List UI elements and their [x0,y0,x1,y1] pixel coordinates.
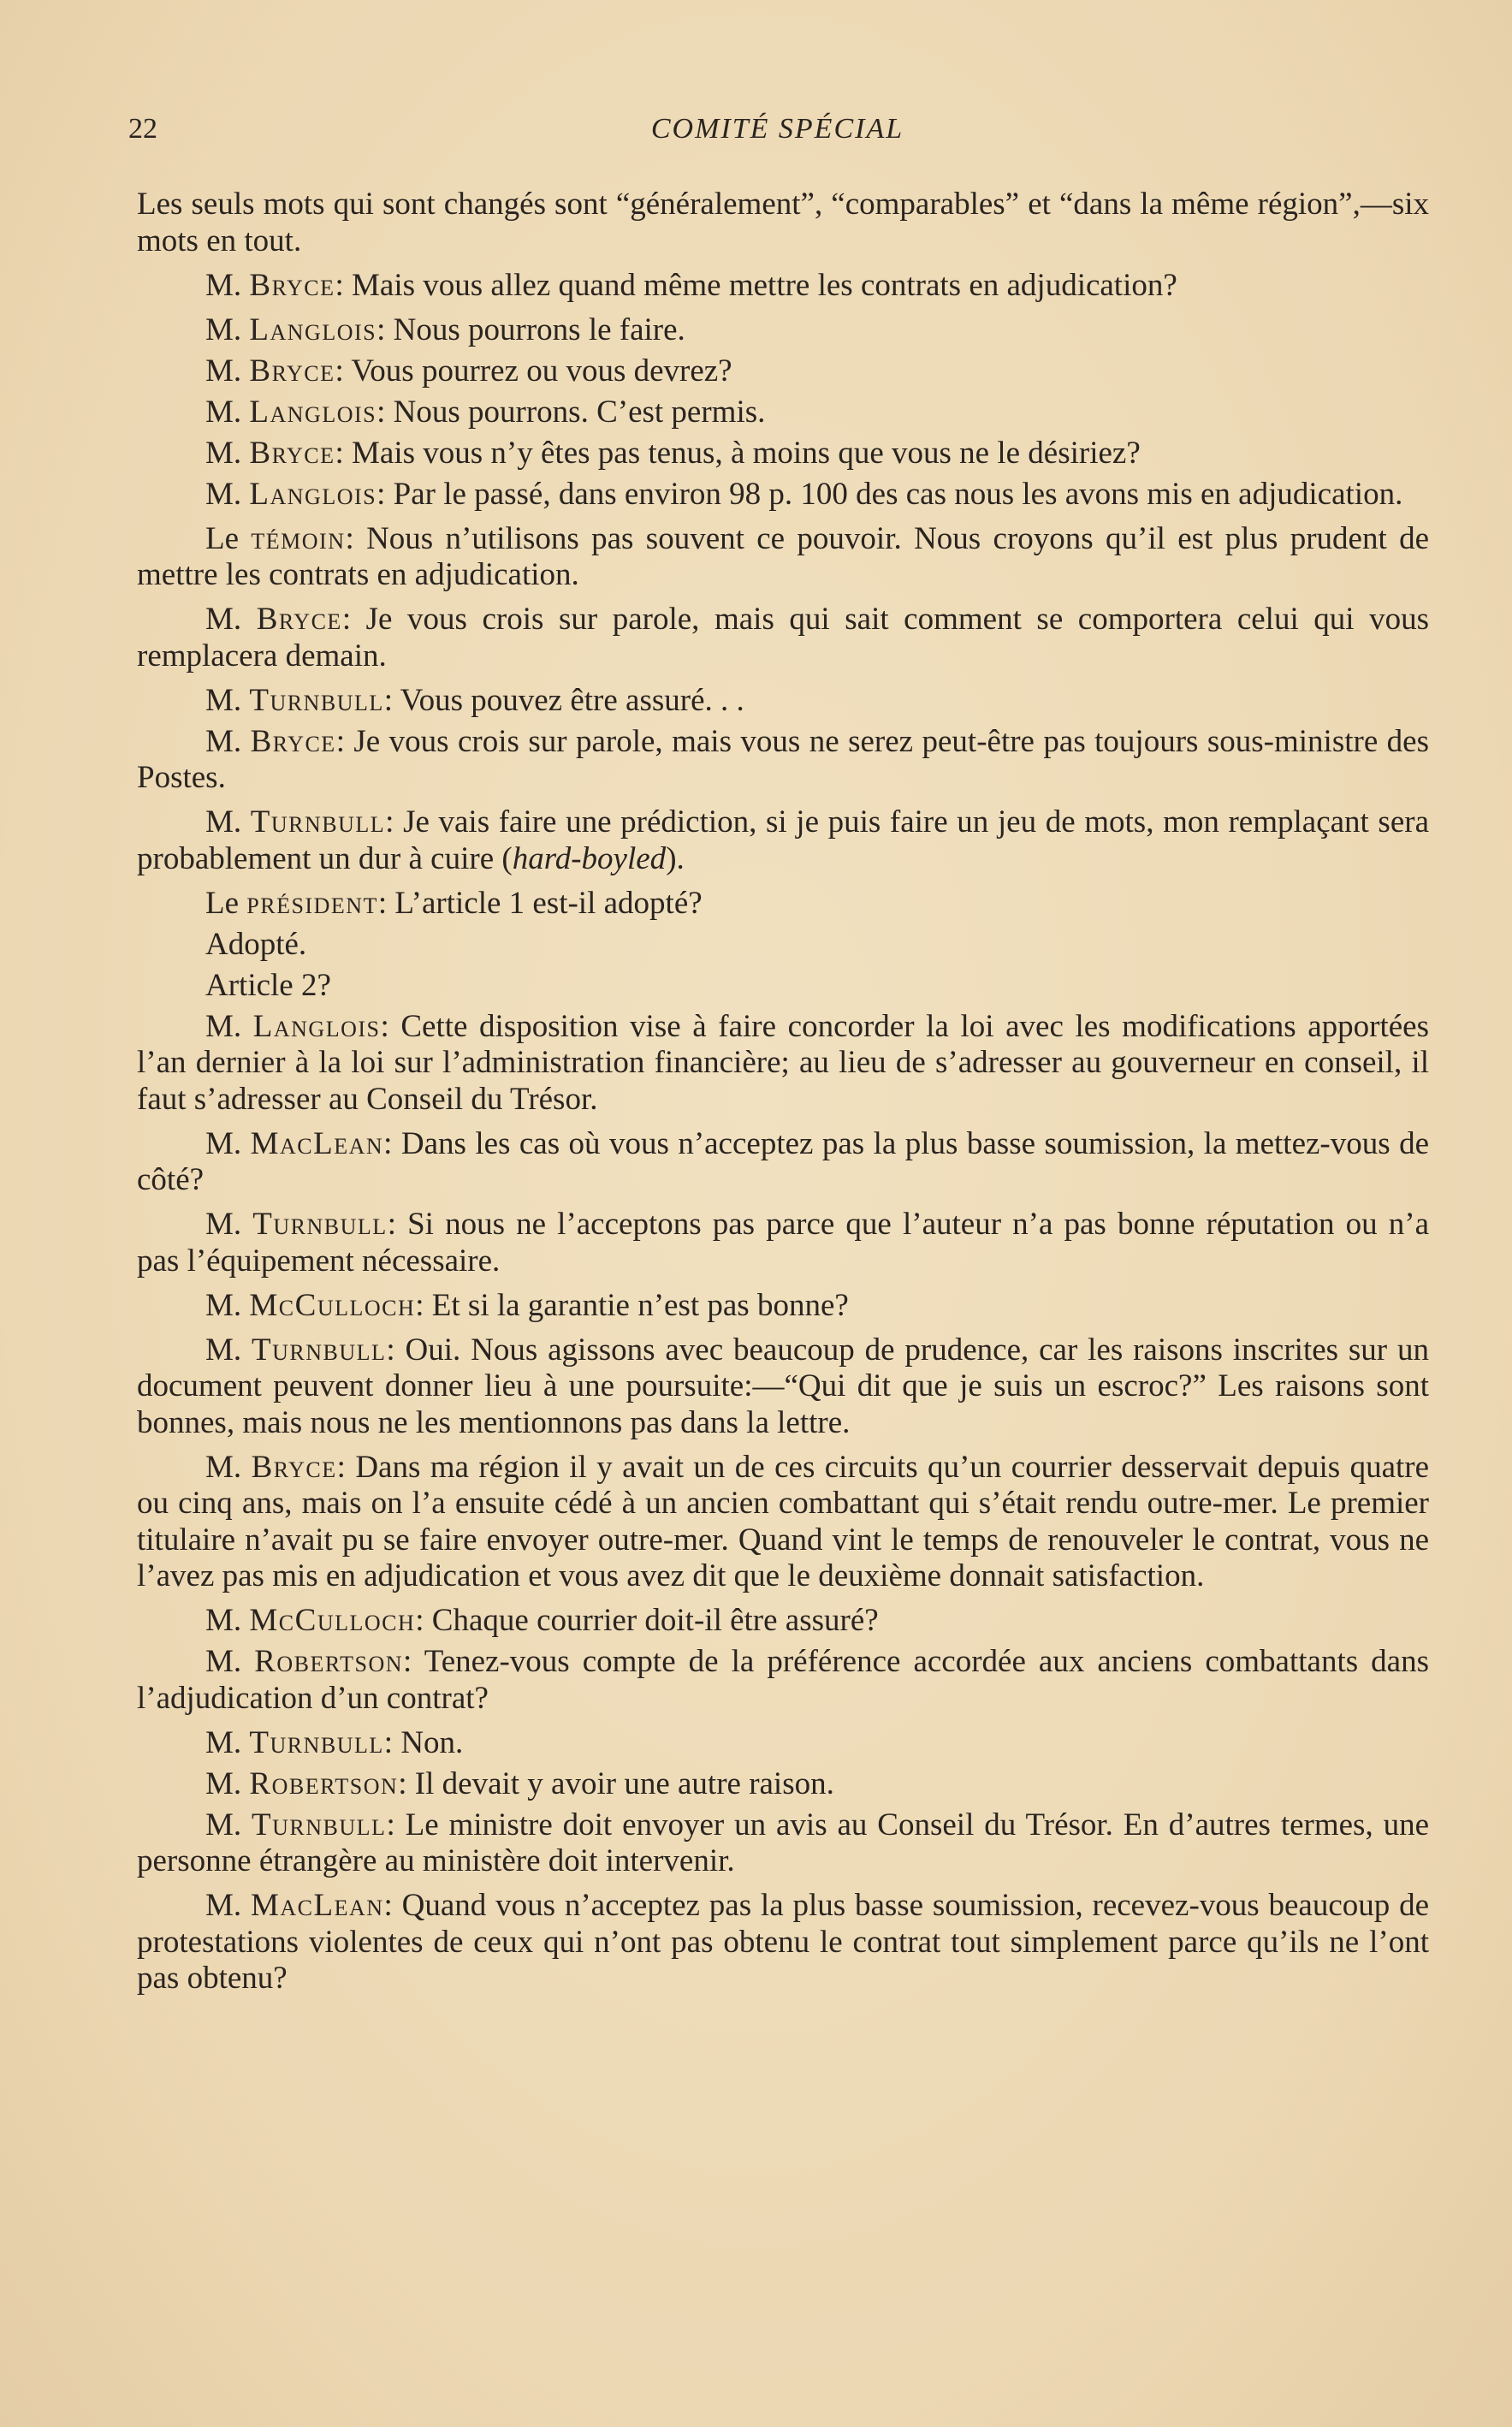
speaker-name: MacLean [250,1888,384,1923]
speaker-name: Langlois [249,476,377,512]
paragraph [137,683,1429,720]
speaker-name: Robertson [249,1765,399,1801]
paragraph-text: : Quand vous n’acceptez pas la plus basse soumission, recevez-vous beaucoup de protestations violentes de ceux qui n’ont pas obtenu le contrat tout simplement parce qu’ils ne l’ont pas obtenu? [137,1888,1430,1996]
paragraph [137,1450,1429,1595]
italic-term: hard-boyled [512,840,667,876]
paragraph-text: : Il devait y avoir une autre raison. [398,1765,834,1801]
paragraph [137,1126,1429,1199]
paragraph-text: : Cette disposition vise à faire concorder la loi avec les modifications apportées l’an dernier à la loi sur l’administration financière; au lieu de s’adresser au gouverneur en conseil, il faut s’adresser au Conseil du Trésor. [137,1008,1430,1117]
speaker-name: Bryce [249,353,335,389]
body-text [137,187,1429,2005]
speaker-name: MacLean [250,1125,384,1161]
paragraph-text: : Oui. Nous agissons avec beaucoup de prudence, car les raisons inscrites sur un document peuvent donner lieu à une poursuite:—“Qui dit que je suis un escroc?” Les raisons sont bonnes, mais nous ne les mentionnons pas dans la lettre. [137,1332,1429,1440]
speaker-title: M. [205,1644,242,1679]
paragraph-text: : Nous n’utilisons pas souvent ce pouvoir. Nous croyons qu’il est plus prudent de mettre les contrats en adjudication. [137,520,1429,592]
speaker-title: M. [205,723,242,759]
paragraph [137,602,1429,674]
speaker-name: Bryce [256,602,342,637]
paragraph [137,1766,1429,1803]
page-number: 22 [128,113,157,145]
paragraph [137,1207,1429,1279]
page-header [128,113,1426,156]
speaker-title: M. [205,1008,242,1044]
running-head: COMITÉ SPÉCIAL [650,113,904,145]
speaker-title: M. [205,312,242,347]
paragraph-text: : Chaque courrier doit-il être assuré? [415,1603,879,1638]
speaker-title: M. [205,1125,242,1161]
speaker-title: Le [205,885,240,921]
speaker-title: M. [205,476,242,512]
paragraph-text: : Mais vous allez quand même mettre les contrats en adjudication? [335,267,1177,303]
paragraph [137,1332,1429,1442]
paragraph [137,1725,1429,1762]
paragraph-text: : L’article 1 est-il adopté? [377,885,703,921]
paragraph-text-end: ). [666,840,685,876]
speaker-name: Bryce [249,435,335,471]
speaker-title: M. [205,394,242,430]
speaker-title: M. [205,353,242,389]
speaker-title: M. [205,1207,242,1242]
paragraph [137,927,1429,964]
paragraph [137,436,1429,472]
paragraph-text: Article 2? [205,967,331,1003]
speaker-name: témoin [251,520,346,556]
paragraph-text: : Tenez-vous compte de la préférence accordée aux anciens combattants dans l’adjudication d’un contrat? [137,1644,1429,1716]
paragraph [137,1288,1429,1325]
speaker-name: Turnbull [249,682,384,718]
paragraph [137,724,1429,797]
paragraph-text: : Je vous crois sur parole, mais qui sait comment se comportera celui qui vous remplacera demain. [137,602,1430,674]
paragraph [137,968,1429,1005]
paragraph [137,395,1429,431]
paragraph [137,1009,1429,1119]
speaker-name: Turnbull [252,1207,388,1242]
paragraph-text: : Dans ma région il y avait un de ces circuits qu’un courrier desservait depuis quatre ou cinq ans, mais on l’a ensuite cédé à un ancien combattant qui s’était rendu outre-mer. Le premier titulaire n’avait pu se faire envoyer outre-mer. Quand vint le temps de renouveler le contrat, vous ne l’avez pas mis en adjudication et vous avez dit que le deuxième donnait satisfaction. [137,1449,1430,1593]
speaker-title: Le [205,520,240,556]
paragraph-text: Adopté. [205,926,307,962]
paragraph-text: : Mais vous n’y êtes pas tenus, à moins que vous ne le désiriez? [335,435,1141,471]
speaker-name: Robertson [254,1644,404,1679]
speaker-name: Langlois [249,312,377,347]
speaker-name: président [246,885,378,921]
speaker-name: McCulloch [249,1603,416,1638]
paragraph [137,1888,1429,1997]
paragraph-text: : Non. [383,1724,464,1760]
paragraph-text: Les seuls mots qui sont changés sont “généralement”, “comparables” et “dans la même région”,—six mots en tout. [137,187,1429,258]
paragraph-text: : Je vous crois sur parole, mais vous ne serez peut-être pas toujours sous-ministre des Postes. [137,723,1429,795]
paragraph-text: : Le ministre doit envoyer un avis au Conseil du Trésor. En d’autres termes, une personne étrangère au ministère doit intervenir. [137,1807,1430,1878]
paragraph [137,1644,1429,1717]
speaker-title: M. [205,1287,242,1323]
paragraph [137,886,1429,923]
speaker-name: Turnbull [252,1332,387,1368]
speaker-name: Bryce [250,723,336,759]
paragraph-text: : Je vais faire une prédiction, si je puis faire un jeu de mots, mon remplaçant sera probablement un dur à cuire ( [137,804,1429,876]
speaker-title: M. [205,435,242,471]
paragraph-text: : Et si la garantie n’est pas bonne? [415,1287,849,1323]
paragraph-text: : Si nous ne l’acceptons pas parce que l’auteur n’a pas bonne réputation ou n’a pas l’équipement nécessaire. [137,1207,1430,1279]
paragraph-text: : Vous pouvez être assuré. . . [383,682,744,718]
speaker-title: M. [205,1603,242,1638]
paragraph [137,1603,1429,1640]
speaker-title: M. [205,602,242,637]
speaker-name: Bryce [251,1449,337,1485]
paragraph [137,1807,1429,1880]
speaker-title: M. [205,1807,242,1843]
speaker-name: Turnbull [250,804,386,840]
paragraph [137,353,1429,390]
paragraph-text: : Nous pourrons le faire. [377,312,685,347]
speaker-title: M. [205,1724,242,1760]
speaker-name: Turnbull [249,1724,384,1760]
paragraph [137,187,1429,259]
paragraph [137,477,1429,513]
speaker-title: M. [205,804,242,840]
speaker-name: Langlois [252,1008,381,1044]
paragraph-text: : Vous pourrez ou vous devrez? [335,353,732,389]
paragraph [137,268,1429,305]
speaker-title: M. [205,267,242,303]
paragraph-text: : Nous pourrons. C’est permis. [377,394,766,430]
speaker-title: M. [205,1332,242,1368]
paragraph-text: : Dans les cas où vous n’acceptez pas la plus basse soumission, la mettez-vous de côté? [137,1125,1429,1197]
speaker-title: M. [205,1765,242,1801]
speaker-name: Turnbull [252,1807,387,1843]
paragraph [137,312,1429,349]
speaker-title: M. [205,1449,242,1485]
paragraph [137,521,1429,594]
speaker-name: Bryce [249,267,335,303]
speaker-name: McCulloch [249,1287,416,1323]
paragraph-text: : Par le passé, dans environ 98 p. 100 des cas nous les avons mis en adjudication. [377,476,1403,512]
speaker-title: M. [205,1888,242,1923]
speaker-title: M. [205,682,242,718]
paragraph [137,804,1429,877]
speaker-name: Langlois [249,394,377,430]
